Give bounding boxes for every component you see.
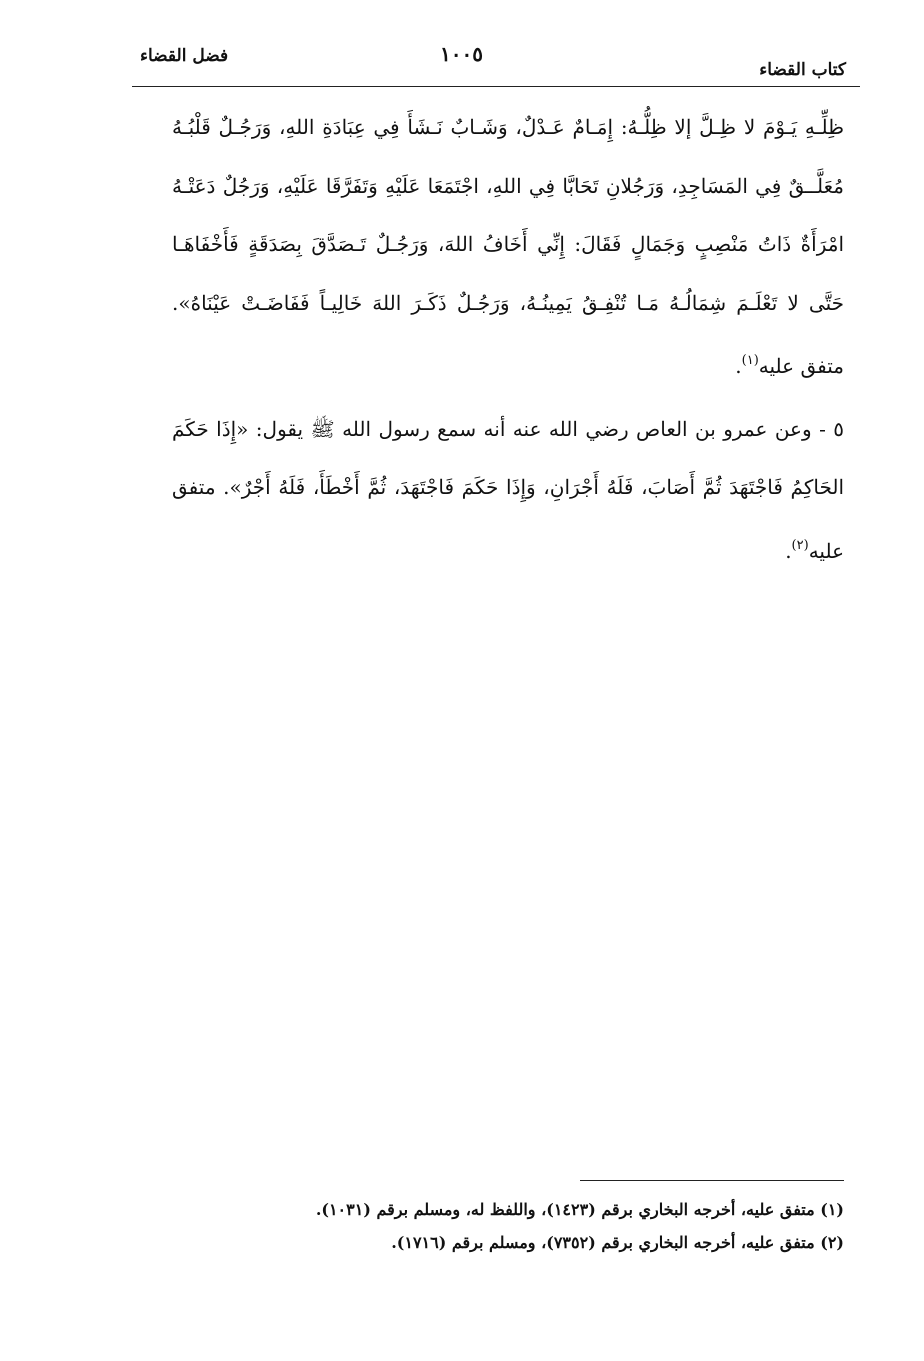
footnote-ref-1: (١): [741, 353, 759, 368]
hadith-number: ٥: [833, 416, 844, 441]
section-title: فضل القضاء: [140, 46, 229, 66]
book-title: كتاب القضاء: [759, 60, 846, 80]
page-number: ١٠٠٥: [440, 42, 483, 66]
footnote-2: (٢) متفق عليه، أخرجه البخاري برقم (٧٣٥٢)، ومسلم برقم (١٧١٦).: [391, 1233, 844, 1252]
footnote-divider: [580, 1180, 844, 1181]
footnote-1: (١) متفق عليه، أخرجه البخاري برقم (١٤٢٣)، واللفظ له، ومسلم برقم (١٠٣١).: [315, 1200, 844, 1219]
footnote-ref-2: (٢): [791, 537, 809, 553]
main-text: [172, 98, 844, 580]
hadith-number-dash: -: [811, 416, 834, 441]
paragraph-end: .: [735, 354, 742, 378]
hadith-paragraph-continued: [172, 98, 844, 396]
header-divider: [132, 86, 860, 87]
hadith-paragraph-5: [172, 400, 844, 581]
hadith-text: وعن عمرو بن العاص رضي الله عنه أنه سمع رسول الله ﷺ يقول: «إِذَا حَكَمَ الحَاكِمُ فَاجْتَهَدَ ثُمَّ أَصَابَ، فَلَهُ أَجْرَانِ، وَإِذَا حَكَمَ فَاجْتَهَدَ، ثُمَّ أَخْطَأَ، فَلَهُ أَجْرٌ». متفق عليه: [172, 416, 844, 563]
hadith-text: ظِلِّـهِ يَـوْمَ لا ظِـلَّ إلا ظِلُّـهُ: إِمَـامٌ عَـدْلٌ، وَشَـابٌ نَـشَأَ فِي عِبَادَةِ اللهِ، وَرَجُـلٌ قَلْبُـهُ مُعَلَّــقٌ فِي المَسَاجِدِ، وَرَجُلانِ تَحَابَّا فِي اللهِ، اجْتَمَعَا عَلَيْهِ وَتَفَرَّقَا عَلَيْهِ، وَرَجُلٌ دَعَتْـهُ امْرَأَةٌ ذَاتُ مَنْصِبٍ وَجَمَالٍ فَقَالَ: إِنِّي أَخَافُ اللهَ، وَرَجُـلٌ تَـصَدَّقَ بِصَدَقَةٍ فَأَخْفَاهَـا حَتَّى لا تَعْلَـمَ شِمَالُـهُ مَـا تُنْفِـقُ يَمِينُـهُ، وَرَجُـلٌ ذَكَـرَ اللهَ خَالِيـاً فَفَاضَـتْ عَيْنَاهُ». متفق عليه: [172, 115, 844, 378]
footnotes: [224, 1193, 844, 1259]
running-header: [130, 40, 846, 84]
paragraph-end: .: [785, 538, 792, 563]
